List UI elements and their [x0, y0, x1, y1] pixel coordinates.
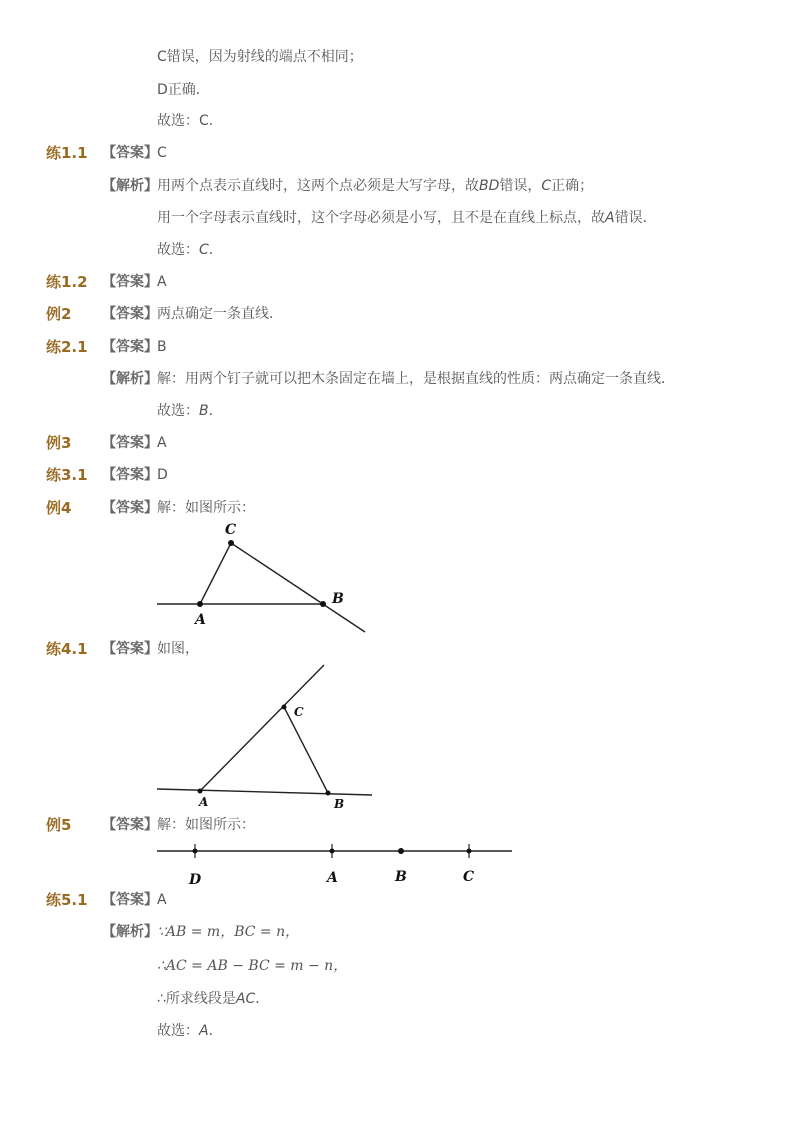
point-label-b: B: [334, 797, 345, 811]
analysis-tag: 【解析】: [102, 371, 158, 387]
answer-tag: 【答案】: [102, 145, 158, 161]
point-label-b: B: [332, 591, 344, 607]
math-var: C: [199, 242, 209, 258]
point-label-a: A: [199, 795, 209, 809]
entry-label: 例4: [46, 499, 72, 517]
math-var: AC: [235, 991, 256, 1007]
entry-label: 练1.2: [46, 273, 88, 291]
answer-tag: 【答案】: [102, 306, 158, 322]
entry-label: 练2.1: [46, 338, 88, 356]
entry-label: 例2: [46, 305, 72, 323]
analysis-text: ∴所求线段是: [157, 991, 236, 1007]
entry-label: 练1.1: [46, 144, 88, 162]
point-label-c: C: [463, 869, 475, 885]
point-b: [398, 848, 404, 854]
entry-label: 练4.1: [46, 640, 88, 658]
answer-tag: 【答案】: [102, 274, 158, 290]
answer-tag: 【答案】: [102, 500, 158, 516]
point-d: [193, 849, 198, 854]
analysis-line: [157, 989, 269, 1009]
point-label-b: B: [395, 869, 407, 885]
analysis-text: ．: [208, 1023, 223, 1039]
math-var: A: [199, 1023, 209, 1039]
analysis-text: 错误，: [499, 178, 542, 194]
answer-tag: 【答案】: [102, 339, 158, 355]
analysis-text: 故选：: [157, 242, 199, 258]
math-line: ∴AC = AB − BC = m − n，: [157, 958, 348, 974]
math-var: B: [199, 403, 209, 419]
analysis-line: [157, 1021, 223, 1041]
analysis-text: ．: [208, 242, 223, 258]
answer-text: A: [157, 435, 167, 451]
point-label-d: D: [189, 872, 202, 888]
point-label-c: C: [225, 522, 237, 538]
analysis-text: 故选：: [157, 403, 199, 419]
answer-tag: 【答案】: [102, 892, 158, 908]
math-var: C: [541, 178, 552, 194]
answer-text: 如图，: [157, 641, 199, 657]
point-label-a: A: [195, 612, 206, 628]
text-line: C错误，因为射线的端点不相同；: [157, 49, 363, 65]
answer-tag: 【答案】: [102, 817, 158, 833]
math-var: A: [605, 210, 615, 226]
point-label-c: C: [294, 705, 304, 719]
analysis-text: ．: [255, 991, 270, 1007]
answer-text: D: [157, 467, 168, 483]
answer-tag: 【答案】: [102, 641, 158, 657]
answer-text: A: [157, 892, 167, 908]
answer-text: A: [157, 274, 167, 290]
point-label-a: A: [327, 870, 338, 886]
text-line: 故选：C．: [157, 113, 223, 129]
answer-text: C: [157, 145, 167, 161]
text-line: D正确．: [157, 82, 210, 98]
point-a: [330, 849, 335, 854]
answer-text: 解：如图所示：: [157, 500, 255, 516]
analysis-text: 解：用两个钉子就可以把木条固定在墙上，是根据直线的性质：两点确定一条直线．: [157, 371, 675, 387]
answer-text: 解：如图所示：: [157, 817, 255, 833]
analysis-text: 正确；: [551, 178, 594, 194]
analysis-tag: 【解析】: [102, 924, 158, 940]
entry-label: 例3: [46, 434, 72, 452]
analysis-tag: 【解析】: [102, 178, 158, 194]
analysis-text: 错误．: [614, 210, 657, 226]
analysis-text: 故选：: [157, 1023, 199, 1039]
math-line: ∵AB = m，BC = n，: [157, 924, 300, 940]
math-var: BD: [479, 178, 500, 194]
answer-text: B: [157, 339, 167, 355]
analysis-text: 用一个字母表示直线时，这个字母必须是小写，且不是在直线上标点，故: [157, 210, 605, 226]
answer-text: 两点确定一条直线．: [157, 306, 283, 322]
entry-label: 例5: [46, 816, 72, 834]
analysis-text: ．: [208, 403, 223, 419]
analysis-text: 用两个点表示直线时，这两个点必须是大写字母，故: [157, 178, 479, 194]
point-c: [467, 849, 472, 854]
entry-label: 练3.1: [46, 466, 88, 484]
entry-label: 练5.1: [46, 891, 88, 909]
answer-tag: 【答案】: [102, 435, 158, 451]
answer-tag: 【答案】: [102, 467, 158, 483]
